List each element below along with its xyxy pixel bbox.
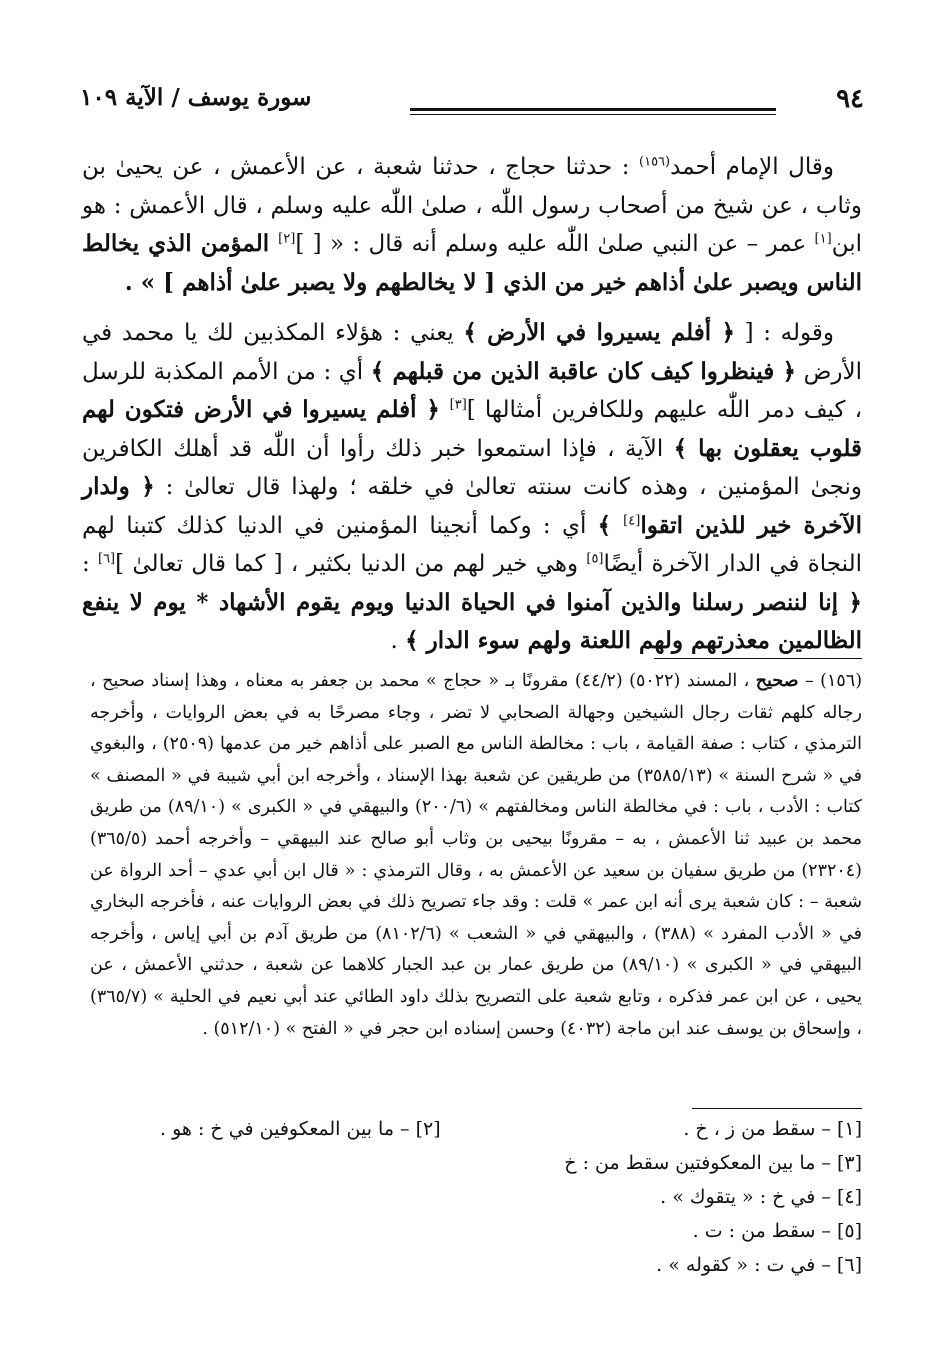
hadith-text: المؤمن الذي يخالط الناس ويصبر علىٰ أذاهم خير من الذي [ لا يخالطهم ولا يصبر علىٰ أذاهم ] » . (82, 230, 862, 296)
variant-ref: [٤] (623, 512, 641, 528)
variant-row (90, 1146, 862, 1180)
variants-divider (692, 1108, 862, 1109)
variant-note: [٤] – في خ : « يتقوك » . (660, 1186, 862, 1208)
variant-row (90, 1214, 862, 1248)
quran-quote: ﴿ أفلم يسيروا في الأرض ﴾ (463, 319, 735, 346)
text-span: عمر – عن النبي صلىٰ اللّٰه عليه وسلم أنه قال : « [ ] (295, 231, 815, 257)
paragraph-hadith (82, 148, 862, 302)
quran-quote: ﴿ ولدار الآخرة خير للذين اتقوا (82, 473, 862, 539)
footnote-divider (654, 658, 862, 659)
variant-ref: [٣] (449, 397, 467, 413)
text-span: أي : من الأمم المكذبة للرسل ، كيف دمر اللّٰه عليهم وللكافرين أمثالها ] (82, 358, 862, 423)
text-span: وقال الإمام أحمد (670, 154, 835, 180)
header-rule (410, 108, 776, 111)
footnote-156 (90, 666, 862, 1045)
text-span: وهي خير لهم من الدنيا بكثير ، [ كما قال تعالىٰ ] (115, 551, 587, 577)
running-title: سورة يوسف / الآية ١٠٩ (80, 84, 312, 111)
page-number: ٩٤ (836, 84, 864, 114)
grading-label: صحيح (755, 671, 799, 691)
text-span: أي : وكما أنجينا المؤمنين في الدنيا كذلك كتبنا لهم النجاة في الدار الآخرة أيضًا (82, 512, 862, 577)
variant-ref: [١] (814, 231, 832, 247)
text-span: الآية ، فإذا استمعوا خبر ذلك رأوا أن اللّٰه قد أهلك الكافرين ونجىٰ المؤمنين ، وهذه كانت سنته تعالىٰ في خلقه ؛ ولهذا قال تعالىٰ : (82, 435, 863, 500)
variant-note: [٢] – ما بين المعكوفين في خ : هو . (160, 1118, 441, 1140)
quran-quote: ﴿ أفلم يسيروا في الأرض فتكون لهم قلوب يعقلون بها ﴾ (82, 396, 863, 462)
text-span: وقوله : [ (734, 320, 834, 346)
text-span: : (82, 551, 98, 577)
main-text (82, 148, 862, 673)
text-span: ، المسند (٥٠٢٢) (٤٤/٢) مقرونًا بـ « حجاج » محمد بن جعفر به معناه ، وهذا إسناد صحيح ، رجاله كلهم ثقات رجال الشيخين وجهالة الصحابي لا تضر ، وجاء مصرحًا به في بعض الروايات ، وأخرجه الترمذي ، كتاب : صفة القيامة ، باب : مخالطة الناس مع الصبر على أذاهم خير من عدمها (٢٥٠٩) ، والبغوي في « شرح السنة » (٣٥٨٥/١٣) من طريقين عن شعبة بهذا الإسناد ، وأخرجه ابن أبي شيبة في « المصنف » كتاب : الأدب ، باب : في مخالطة الناس ومخالفتهم » (٢٠٠/٦) والبيهقي في « الكبرى » (٨٩/١٠) من طريق محمد بن عبيد ثنا الأعمش ، به – مقرونًا بيحيى بن وثاب أبو صالح عند البيهقي – وأخرجه أحمد (٣٦٥/٥) (٢٣٢٠٤) من طريق سفيان بن سعيد عن الأعمش به ، وقال الترمذي : « قال ابن أبي عدي – أحد الرواة عن شعبة – : كان شعبة يرى أنه ابن عمر » قلت : وقد جاء تصريح ذلك في بعض الروايات عنه ، فأخرجه البخاري في « الأدب المفرد » (٣٨٨) ، والبيهقي في « الشعب » (٨١٠٢/٦) من طريق آدم بن أبي إياس ، وأخرجه البيهقي في « الكبرى » (٨٩/١٠) من طريق عمار بن عبد الجبار كلاهما عن شعبة ، حدثني الأعمش ، عن يحيى ، عن ابن عمر فذكره ، وتابع شعبة على التصريح بذلك داود الطائي عند أبي نعيم في الحلية » (٣٦٥/٧) ، وإسحاق بن يوسف عند ابن ماجة (٤٠٣٢) وحسن إسناده ابن حجر في « الفتح » (٥١٢/١٠) . (90, 671, 862, 1039)
manuscript-variants (90, 1112, 862, 1282)
variant-row (90, 1180, 862, 1214)
text-span: (١٥٦) – (798, 671, 863, 691)
variant-note: [١] – سقط من ز ، خ . (683, 1118, 862, 1140)
variant-note: [٣] – ما بين المعكوفتين سقط من : خ (564, 1152, 862, 1174)
variant-note: [٦] – في ت : « كقوله » . (656, 1254, 862, 1276)
text-span: يعني : هؤلاء المكذبين لك يا محمد في الأرض (82, 320, 862, 385)
variant-ref: [٢] (278, 231, 296, 247)
quran-quote: ﴿ فينظروا كيف كان عاقبة الذين من قبلهم ﴾ (370, 357, 796, 385)
quran-quote-close: ﴾ (597, 511, 624, 539)
text-span: : حدثنا حجاج ، حدثنا شعبة ، عن الأعمش ، عن يحيىٰ بن وثاب ، عن شيخ من أصحاب رسول اللّٰه ، صلىٰ اللّٰه عليه وسلم ، قال الأعمش : هو ابن (82, 154, 862, 257)
text-span: . (390, 628, 406, 654)
variant-note: [٥] – سقط من : ت . (692, 1220, 862, 1242)
variant-ref: [٥] (586, 551, 604, 567)
running-header (80, 82, 864, 122)
footnote-ref: (١٥٦) (639, 154, 671, 170)
variant-row (90, 1248, 862, 1282)
variant-row (90, 1112, 862, 1146)
paragraph-tafsir (82, 314, 862, 661)
quran-quote: ﴿ إنا لننصر رسلنا والذين آمنوا في الحياة الدنيا ويوم يقوم الأشهاد * يوم لا ينفع الظالمين معذرتهم ولهم اللعنة ولهم سوء الدار ﴾ (82, 588, 862, 654)
variant-ref: [٦] (97, 551, 116, 567)
